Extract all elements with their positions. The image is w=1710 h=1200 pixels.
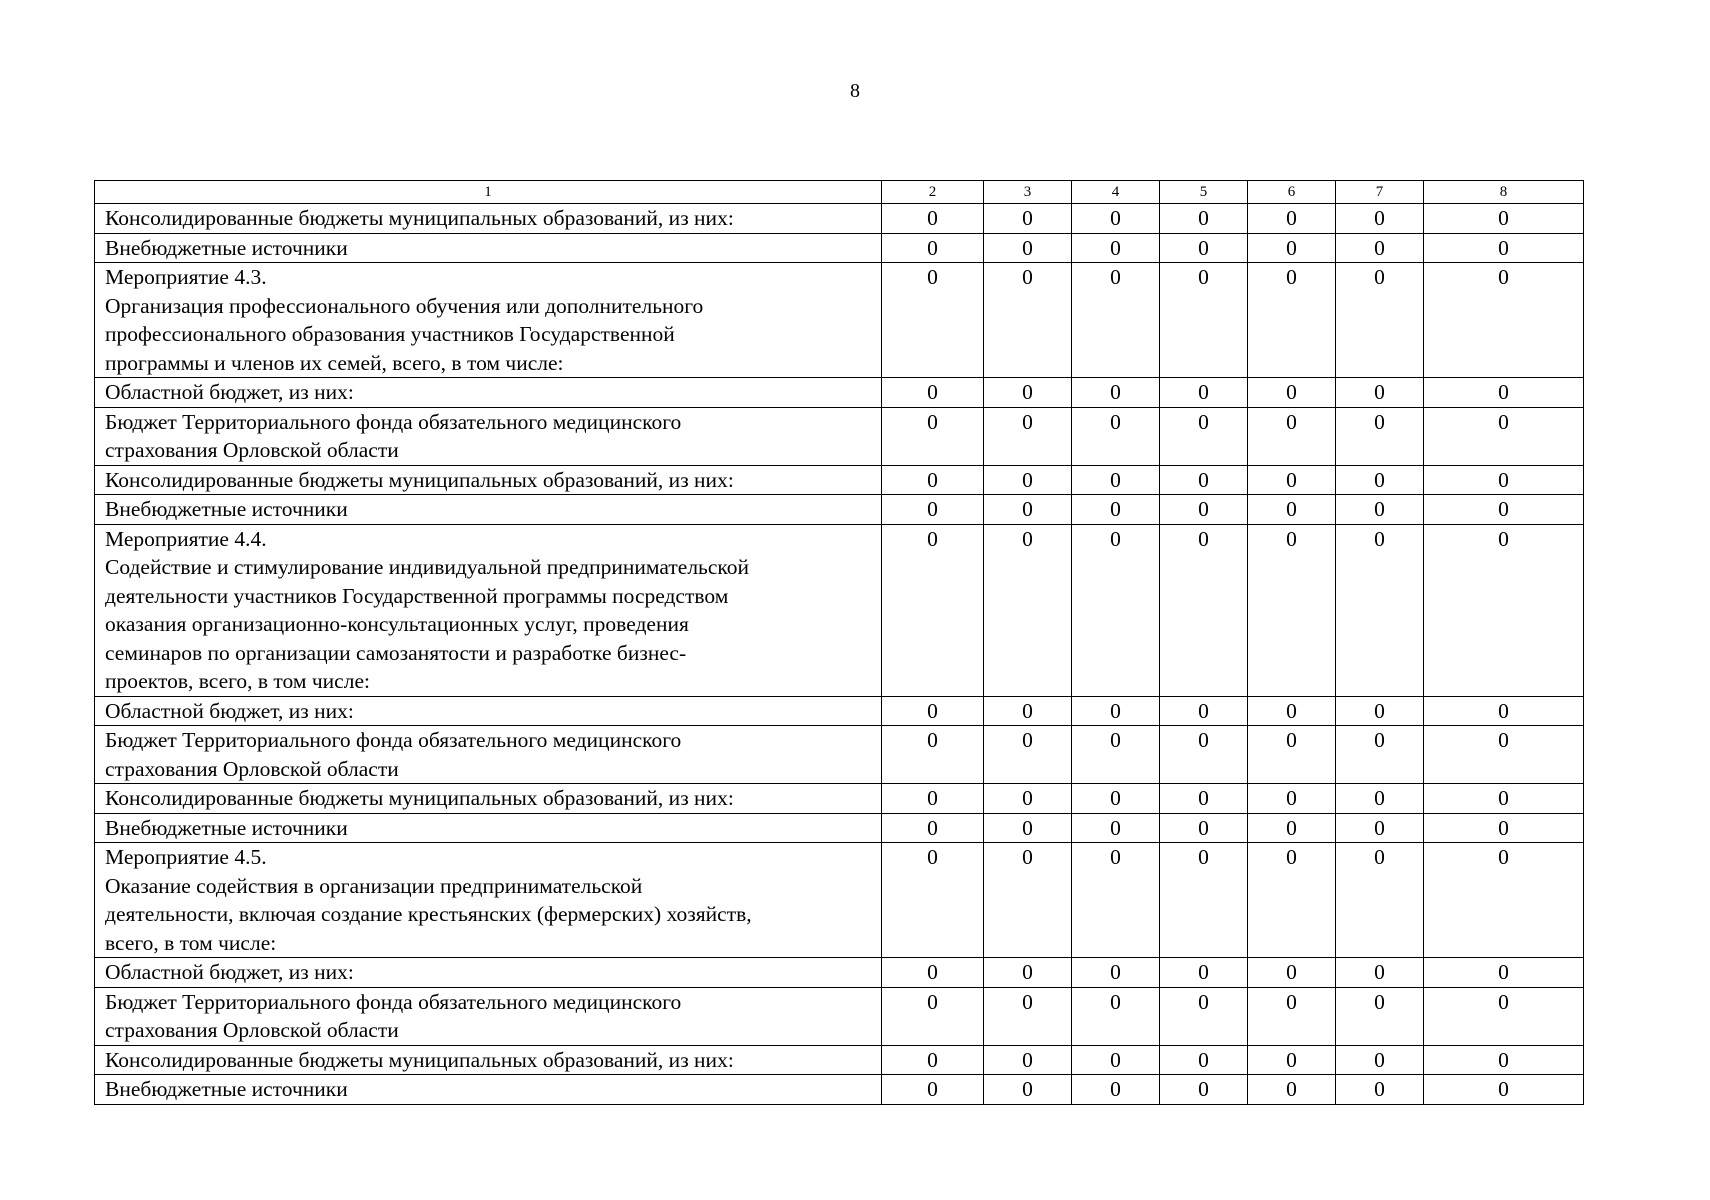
row-label (95, 407, 882, 465)
value-cell: 0 (1424, 958, 1584, 988)
table-row (95, 1075, 1584, 1105)
table-row (95, 233, 1584, 263)
value-cell: 0 (882, 958, 984, 988)
row-label (95, 843, 882, 958)
value-cell: 0 (1248, 843, 1336, 958)
row-label-line: Консолидированные бюджеты муниципальных образований, из них: (105, 1047, 734, 1072)
table-row (95, 813, 1584, 843)
value-cell: 0 (1160, 263, 1248, 378)
value-cell: 0 (882, 987, 984, 1045)
table-row (95, 843, 1584, 958)
value-cell: 0 (984, 696, 1072, 726)
value-cell: 0 (1248, 378, 1336, 408)
value-cell: 0 (1336, 495, 1424, 525)
row-label-line: семинаров по организации самозанятости и разработке бизнес- (105, 640, 687, 665)
table-row (95, 726, 1584, 784)
row-label-line: деятельности участников Государственной программы посредством (105, 583, 729, 608)
value-cell: 0 (1424, 407, 1584, 465)
value-cell: 0 (984, 813, 1072, 843)
row-label-line: Мероприятие 4.3. (105, 265, 267, 289)
value-cell: 0 (882, 465, 984, 495)
value-cell: 0 (882, 843, 984, 958)
row-label-line: Мероприятие 4.4. (105, 526, 267, 551)
value-cell: 0 (1160, 958, 1248, 988)
value-cell: 0 (984, 1075, 1072, 1105)
row-label-line: деятельности, включая создание крестьянских (фермерских) хозяйств, (105, 902, 752, 926)
row-label (95, 233, 882, 263)
value-cell: 0 (1072, 524, 1160, 696)
row-label (95, 465, 882, 495)
value-cell: 0 (1160, 784, 1248, 814)
value-cell: 0 (984, 465, 1072, 495)
value-cell: 0 (1336, 524, 1424, 696)
value-cell: 0 (1248, 465, 1336, 495)
page-number: 8 (850, 80, 860, 102)
value-cell: 0 (1072, 784, 1160, 814)
value-cell: 0 (1336, 465, 1424, 495)
row-label-line: Мероприятие 4.5. (105, 845, 267, 869)
value-cell: 0 (1072, 495, 1160, 525)
table-row (95, 1045, 1584, 1075)
value-cell: 0 (1072, 407, 1160, 465)
value-cell: 0 (1336, 204, 1424, 234)
value-cell: 0 (1424, 1075, 1584, 1105)
value-cell: 0 (1072, 263, 1160, 378)
value-cell: 0 (1160, 233, 1248, 263)
value-cell: 0 (1160, 813, 1248, 843)
value-cell: 0 (1072, 987, 1160, 1045)
row-label-line: оказания организационно-консультационных услуг, проведения (105, 612, 689, 636)
row-label-line: Консолидированные бюджеты муниципальных образований, из них: (105, 786, 734, 810)
value-cell: 0 (1424, 378, 1584, 408)
value-cell: 0 (1072, 1075, 1160, 1105)
value-cell: 0 (984, 495, 1072, 525)
row-label (95, 726, 882, 784)
row-label (95, 784, 882, 814)
value-cell: 0 (882, 726, 984, 784)
value-cell: 0 (1072, 1045, 1160, 1075)
value-cell: 0 (984, 843, 1072, 958)
row-label (95, 263, 882, 378)
value-cell: 0 (1072, 378, 1160, 408)
value-cell: 0 (1072, 843, 1160, 958)
value-cell: 0 (1424, 987, 1584, 1045)
table-row (95, 987, 1584, 1045)
value-cell: 0 (1424, 843, 1584, 958)
value-cell: 0 (1336, 263, 1424, 378)
table-row (95, 407, 1584, 465)
value-cell: 0 (1424, 726, 1584, 784)
table-row (95, 378, 1584, 408)
table-row (95, 784, 1584, 814)
value-cell: 0 (1248, 233, 1336, 263)
value-cell: 0 (1160, 726, 1248, 784)
row-label-line: Областной бюджет, из них: (105, 960, 354, 984)
row-label-line: Организация профессионального обучения или дополнительного (105, 293, 704, 318)
row-label-line: Внебюджетные источники (105, 497, 348, 521)
value-cell: 0 (1424, 1045, 1584, 1075)
value-cell: 0 (1248, 495, 1336, 525)
value-cell: 0 (1072, 958, 1160, 988)
value-cell: 0 (1160, 465, 1248, 495)
value-cell: 0 (984, 263, 1072, 378)
value-cell: 0 (1424, 233, 1584, 263)
value-cell: 0 (1424, 784, 1584, 814)
value-cell: 0 (1424, 204, 1584, 234)
row-label-line: Внебюджетные источники (105, 1077, 348, 1101)
row-label (95, 1075, 882, 1105)
column-header: 6 (1248, 181, 1336, 204)
value-cell: 0 (1072, 204, 1160, 234)
value-cell: 0 (1248, 204, 1336, 234)
value-cell: 0 (984, 378, 1072, 408)
column-header: 4 (1072, 181, 1160, 204)
table-row (95, 465, 1584, 495)
row-label-line: Бюджет Территориального фонда обязательного медицинского (105, 989, 682, 1014)
value-cell: 0 (1248, 263, 1336, 378)
row-label-line: Внебюджетные источники (105, 815, 348, 840)
row-label-line: профессионального образования участников Государственной (105, 322, 675, 346)
value-cell: 0 (1336, 407, 1424, 465)
value-cell: 0 (1072, 726, 1160, 784)
value-cell: 0 (1424, 465, 1584, 495)
value-cell: 0 (984, 784, 1072, 814)
value-cell: 0 (1248, 784, 1336, 814)
value-cell: 0 (882, 1075, 984, 1105)
value-cell: 0 (882, 696, 984, 726)
value-cell: 0 (984, 987, 1072, 1045)
value-cell: 0 (882, 813, 984, 843)
column-header: 8 (1424, 181, 1584, 204)
value-cell: 0 (1424, 524, 1584, 696)
row-label-line: Бюджет Территориального фонда обязательного медицинского (105, 409, 682, 434)
column-header: 5 (1160, 181, 1248, 204)
row-label (95, 958, 882, 988)
row-label-line: страхования Орловской области (105, 1018, 399, 1042)
value-cell: 0 (1336, 696, 1424, 726)
row-label (95, 1045, 882, 1075)
row-label (95, 378, 882, 408)
value-cell: 0 (1160, 495, 1248, 525)
row-label-line: Консолидированные бюджеты муниципальных образований, из них: (105, 467, 734, 492)
value-cell: 0 (882, 233, 984, 263)
header-row (95, 181, 1584, 204)
value-cell: 0 (1248, 407, 1336, 465)
value-cell: 0 (1072, 813, 1160, 843)
value-cell: 0 (1336, 378, 1424, 408)
value-cell: 0 (984, 1045, 1072, 1075)
column-header: 7 (1336, 181, 1424, 204)
value-cell: 0 (1424, 813, 1584, 843)
value-cell: 0 (1072, 465, 1160, 495)
value-cell: 0 (1248, 1045, 1336, 1075)
row-label-line: Консолидированные бюджеты муниципальных образований, из них: (105, 206, 734, 230)
value-cell: 0 (984, 204, 1072, 234)
value-cell: 0 (1160, 1075, 1248, 1105)
row-label-line: всего, в том числе: (105, 930, 277, 955)
value-cell: 0 (984, 958, 1072, 988)
row-label-line: страхования Орловской области (105, 756, 399, 781)
row-label-line: Областной бюджет, из них: (105, 698, 354, 723)
value-cell: 0 (882, 1045, 984, 1075)
row-label (95, 696, 882, 726)
value-cell: 0 (1336, 813, 1424, 843)
table-row (95, 263, 1584, 378)
value-cell: 0 (1072, 696, 1160, 726)
value-cell: 0 (1336, 784, 1424, 814)
column-header: 3 (984, 181, 1072, 204)
value-cell: 0 (1248, 524, 1336, 696)
row-label (95, 495, 882, 525)
value-cell: 0 (882, 378, 984, 408)
row-label-line: Внебюджетные источники (105, 235, 348, 260)
value-cell: 0 (1248, 958, 1336, 988)
value-cell: 0 (882, 204, 984, 234)
row-label-line: проектов, всего, в том числе: (105, 669, 370, 693)
value-cell: 0 (882, 263, 984, 378)
row-label (95, 204, 882, 234)
value-cell: 0 (1160, 843, 1248, 958)
value-cell: 0 (1248, 696, 1336, 726)
table-row (95, 204, 1584, 234)
table-row (95, 524, 1584, 696)
value-cell: 0 (882, 784, 984, 814)
value-cell: 0 (882, 407, 984, 465)
value-cell: 0 (1336, 1075, 1424, 1105)
value-cell: 0 (1336, 958, 1424, 988)
value-cell: 0 (1160, 524, 1248, 696)
value-cell: 0 (1248, 726, 1336, 784)
value-cell: 0 (1248, 1075, 1336, 1105)
value-cell: 0 (1160, 987, 1248, 1045)
value-cell: 0 (1336, 1045, 1424, 1075)
value-cell: 0 (1248, 987, 1336, 1045)
value-cell: 0 (984, 726, 1072, 784)
value-cell: 0 (1424, 495, 1584, 525)
value-cell: 0 (882, 495, 984, 525)
value-cell: 0 (1424, 696, 1584, 726)
budget-table (94, 180, 1584, 1105)
value-cell: 0 (1160, 378, 1248, 408)
table-row (95, 696, 1584, 726)
row-label-line: Оказание содействия в организации предпринимательской (105, 873, 643, 898)
value-cell: 0 (1248, 813, 1336, 843)
value-cell: 0 (1336, 726, 1424, 784)
value-cell: 0 (1336, 843, 1424, 958)
row-label (95, 524, 882, 696)
column-header: 1 (95, 181, 882, 204)
value-cell: 0 (1072, 233, 1160, 263)
row-label-line: Бюджет Территориального фонда обязательного медицинского (105, 728, 682, 752)
row-label-line: Содействие и стимулирование индивидуальной предпринимательской (105, 555, 750, 579)
row-label (95, 987, 882, 1045)
value-cell: 0 (1424, 263, 1584, 378)
row-label-line: программы и членов их семей, всего, в том числе: (105, 350, 564, 375)
value-cell: 0 (1160, 407, 1248, 465)
value-cell: 0 (1160, 1045, 1248, 1075)
table-row (95, 958, 1584, 988)
value-cell: 0 (1160, 696, 1248, 726)
value-cell: 0 (984, 407, 1072, 465)
table-row (95, 495, 1584, 525)
row-label-line: Областной бюджет, из них: (105, 380, 354, 404)
value-cell: 0 (984, 524, 1072, 696)
row-label (95, 813, 882, 843)
value-cell: 0 (1336, 233, 1424, 263)
value-cell: 0 (882, 524, 984, 696)
column-header: 2 (882, 181, 984, 204)
row-label-line: страхования Орловской области (105, 438, 399, 462)
value-cell: 0 (984, 233, 1072, 263)
value-cell: 0 (1336, 987, 1424, 1045)
value-cell: 0 (1160, 204, 1248, 234)
